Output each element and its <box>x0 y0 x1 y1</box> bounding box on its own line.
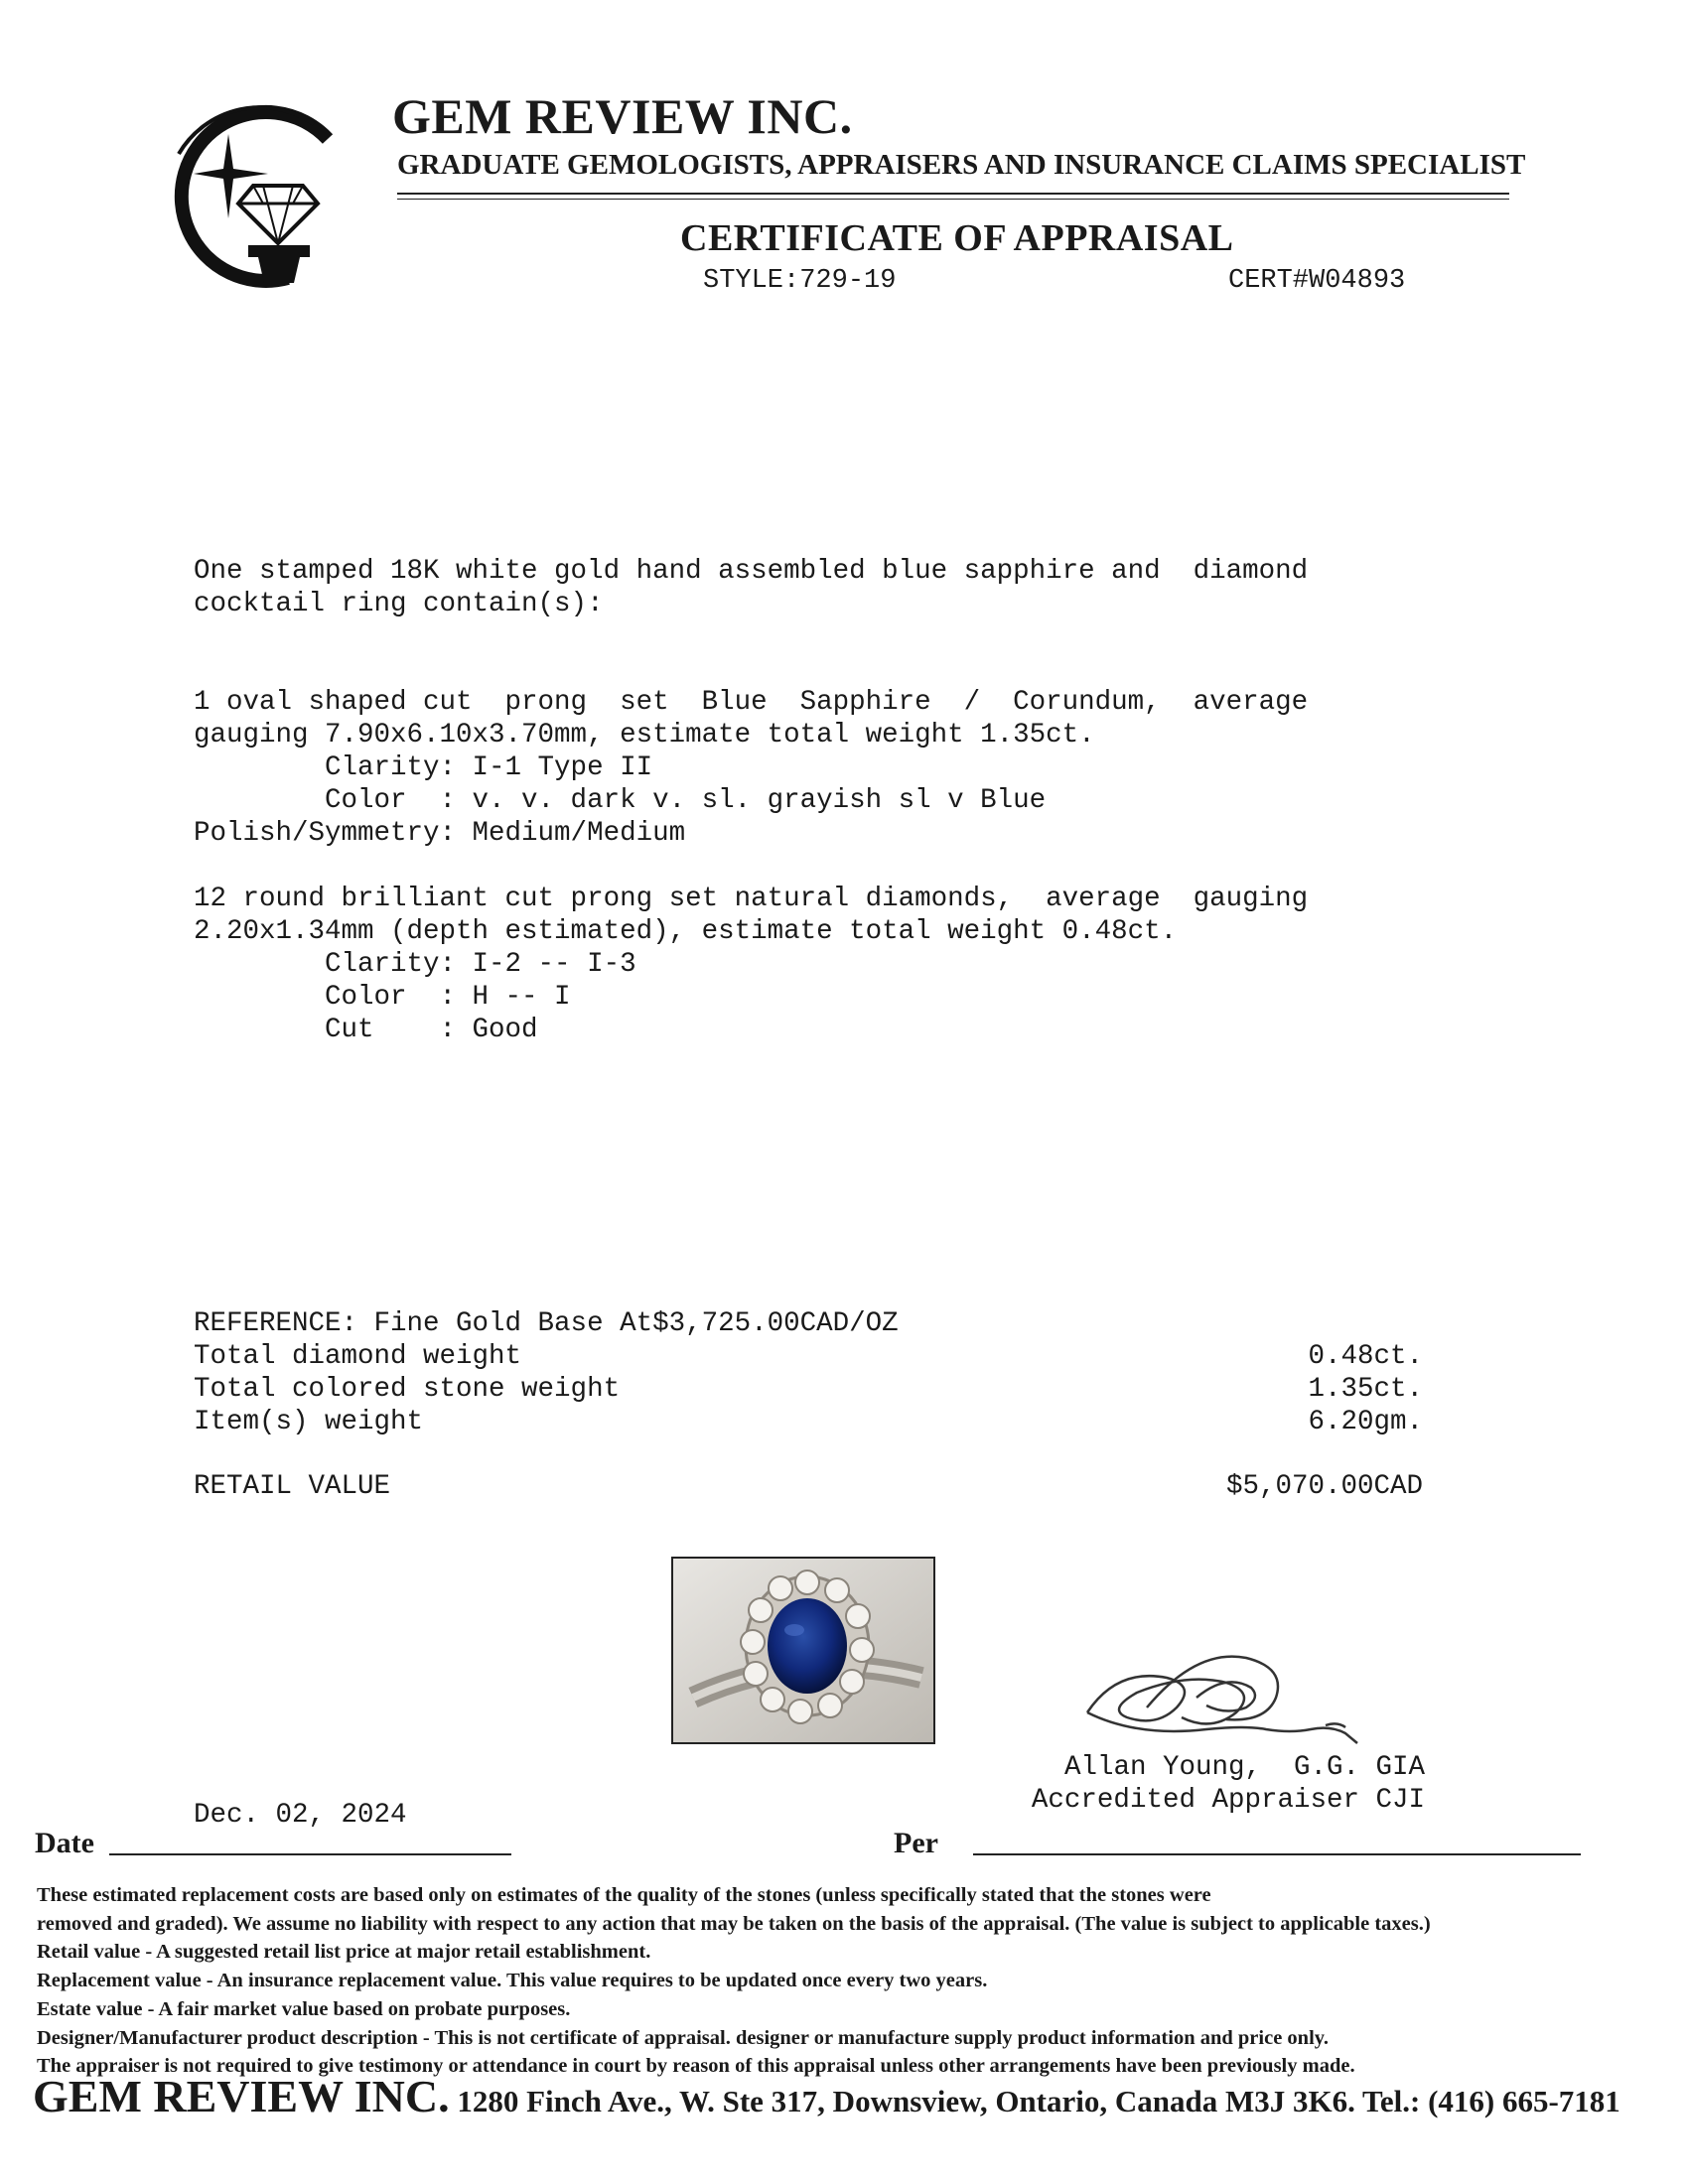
footer-address: 1280 Finch Ave., W. Ste 317, Downsview, Ontario, Canada M3J 3K6. Tel.: (416) 665-7181 <box>449 2084 1620 2118</box>
sapphire-line: Color : v. v. dark v. sl. grayish sl v Blue <box>194 785 1047 816</box>
gem-review-logo-icon <box>139 94 338 293</box>
certificate-title: CERTIFICATE OF APPRAISAL <box>680 217 1234 259</box>
intro-line: cocktail ring contain(s): <box>194 589 604 619</box>
date-value: Dec. 02, 2024 <box>194 1800 407 1831</box>
summary-label: Total diamond weight <box>194 1341 522 1372</box>
date-label: Date <box>35 1827 94 1859</box>
header-divider <box>397 193 1509 195</box>
style-number: STYLE:729-19 <box>703 266 897 296</box>
company-subtitle: GRADUATE GEMOLOGISTS, APPRAISERS AND INSURANCE CLAIMS SPECIALIST <box>397 149 1526 181</box>
handwritten-signature <box>1077 1638 1395 1757</box>
appraiser-credential: Accredited Appraiser CJI <box>1031 1785 1425 1816</box>
diamond-line: Cut : Good <box>194 1015 538 1045</box>
diamond-line: Color : H -- I <box>194 982 571 1013</box>
company-name: GEM REVIEW INC. <box>392 88 853 144</box>
disclaimer-line: These estimated replacement costs are based only on estimates of the quality of the stones (unless specifically stated that the stones were <box>37 1884 1211 1906</box>
intro-line: One stamped 18K white gold hand assembled blue sapphire and diamond <box>194 556 1309 587</box>
cert-number: CERT#W04893 <box>1228 266 1406 296</box>
sapphire-line: gauging 7.90x6.10x3.70mm, estimate total weight 1.35ct. <box>194 720 1095 751</box>
disclaimer-line: removed and graded). We assume no liability with respect to any action that may be taken on the basis of the appraisal. (The value is subject to applicable taxes.) <box>37 1913 1431 1935</box>
sapphire-line: Clarity: I-1 Type II <box>194 752 653 783</box>
header-divider-thin <box>397 199 1509 200</box>
retail-value-label: RETAIL VALUE <box>194 1471 391 1502</box>
ring-photo <box>671 1557 935 1744</box>
disclaimer-line: The appraiser is not required to give testimony or attendance in court by reason of this appraisal unless other arrangements have been previously made. <box>37 2055 1355 2077</box>
diamond-line: Clarity: I-2 -- I-3 <box>194 949 636 980</box>
summary-value: 1.35ct. <box>1308 1374 1423 1405</box>
disclaimer-line: Designer/Manufacturer product description - This is not certificate of appraisal. designer or manufacture supply product information and price only. <box>37 2027 1330 2049</box>
per-label: Per <box>894 1827 938 1859</box>
summary-label: Item(s) weight <box>194 1407 424 1437</box>
per-underline <box>973 1853 1581 1855</box>
diamond-line: 2.20x1.34mm (depth estimated), estimate total weight 0.48ct. <box>194 916 1178 947</box>
sapphire-line: Polish/Symmetry: Medium/Medium <box>194 818 686 849</box>
sapphire-line: 1 oval shaped cut prong set Blue Sapphire / Corundum, average <box>194 687 1309 718</box>
retail-value-amount: $5,070.00CAD <box>1225 1471 1423 1502</box>
summary-value: 0.48ct. <box>1308 1341 1423 1372</box>
disclaimer-line: Replacement value - An insurance replacement value. This value requires to be updated once every two years. <box>37 1970 988 1991</box>
footer <box>33 2070 1620 2122</box>
diamond-line: 12 round brilliant cut prong set natural diamonds, average gauging <box>194 884 1309 914</box>
appraiser-name: Allan Young, G.G. GIA <box>1063 1752 1425 1783</box>
summary-value: 6.20gm. <box>1308 1407 1423 1437</box>
summary-label: Total colored stone weight <box>194 1374 621 1405</box>
footer-company: GEM REVIEW INC. <box>33 2071 450 2121</box>
disclaimer-line: Estate value - A fair market value based on probate purposes. <box>37 1998 571 2020</box>
reference-line: REFERENCE: Fine Gold Base At$3,725.00CAD/OZ <box>194 1308 899 1339</box>
disclaimer-line: Retail value - A suggested retail list price at major retail establishment. <box>37 1941 651 1963</box>
date-underline <box>109 1853 511 1855</box>
